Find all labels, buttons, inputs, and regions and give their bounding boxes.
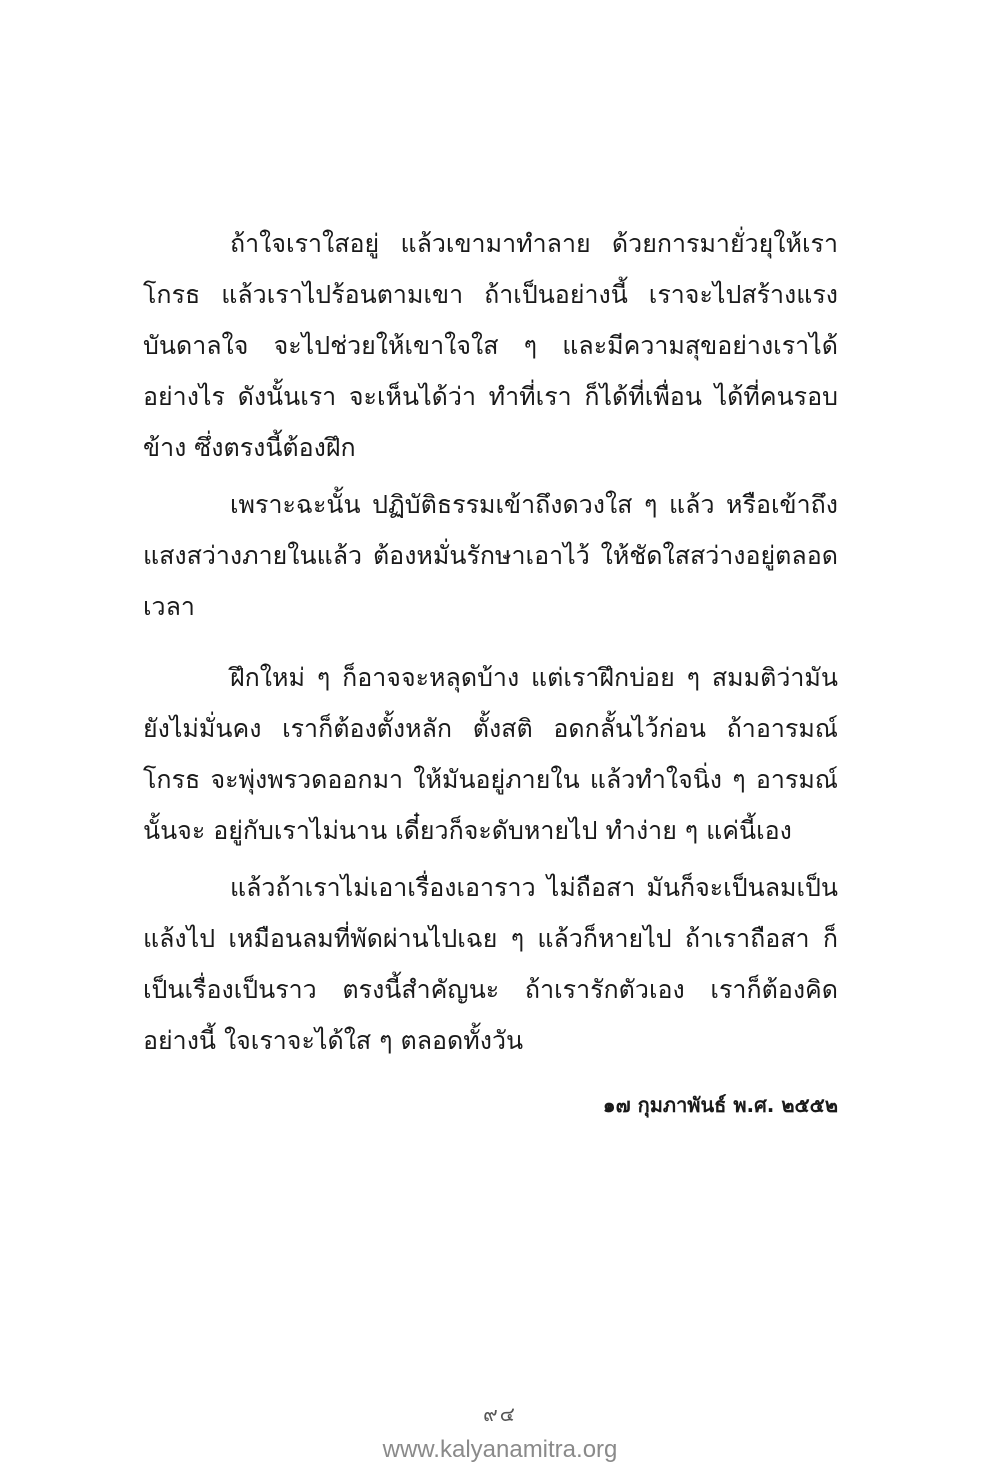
date-line: ๑๗ กุมภาพันธ์ พ.ศ. ๒๕๕๒ <box>602 1093 838 1117</box>
paragraph-2: เพราะฉะนั้น ปฏิบัติธรรมเข้าถึงดวงใส ๆ แล้ว หรือเข้าถึง แสงสว่างภายในแล้ว ต้องหมั่นรักษาเอาไว้ ให้ชัดใสสว่างอยู่ตลอด เวลา <box>143 490 838 621</box>
page-number: ๙๔ <box>483 1402 517 1426</box>
page-body <box>143 218 838 1120</box>
paragraph-3: ฝึกใหม่ ๆ ก็อาจจะหลุดบ้าง แต่เราฝึกบ่อย ๆ สมมติว่ามัน ยังไม่มั่นคง เราก็ต้องตั้งหลัก ตั้งสติ อดกลั้นไว้ก่อน ถ้าอารมณ์โกรธ จะพุ่งพรวดออกมา ให้มันอยู่ภายใน แล้วทำใจนิ่ง ๆ อารมณ์นั้นจะ อยู่กับเราไม่นาน เดี๋ยวก็จะดับหายไป ทำง่าย ๆ แค่นี้เอง <box>143 663 838 845</box>
footer-url: www.kalyanamitra.org <box>382 1436 618 1463</box>
paragraph-4: แล้วถ้าเราไม่เอาเรื่องเอาราว ไม่ถือสา มันก็จะเป็นลมเป็น แล้งไป เหมือนลมที่พัดผ่านไปเฉย ๆ แล้วก็หายไป ถ้าเราถือสา ก็เป็นเรื่องเป็นราว ตรงนี้สำคัญนะ ถ้าเรารักตัวเอง เราก็ต้องคิด อย่างนี้ ใจเราจะได้ใส ๆ ตลอดทั้งวัน <box>143 873 838 1055</box>
paragraph-1: ถ้าใจเราใสอยู่ แล้วเขามาทำลาย ด้วยการมายั่วยุให้เราโกรธ แล้วเราไปร้อนตามเขา ถ้าเป็นอย่างนี้ เราจะไปสร้างแรงบันดาลใจ จะไปช่วยให้เขาใจใส ๆ และมีความสุขอย่างเราได้อย่างไร ดังนั้นเรา จะเห็นได้ว่า ทำที่เรา ก็ได้ที่เพื่อน ได้ที่คนรอบข้าง ซึ่งตรงนี้ต้องฝึก <box>143 229 838 462</box>
